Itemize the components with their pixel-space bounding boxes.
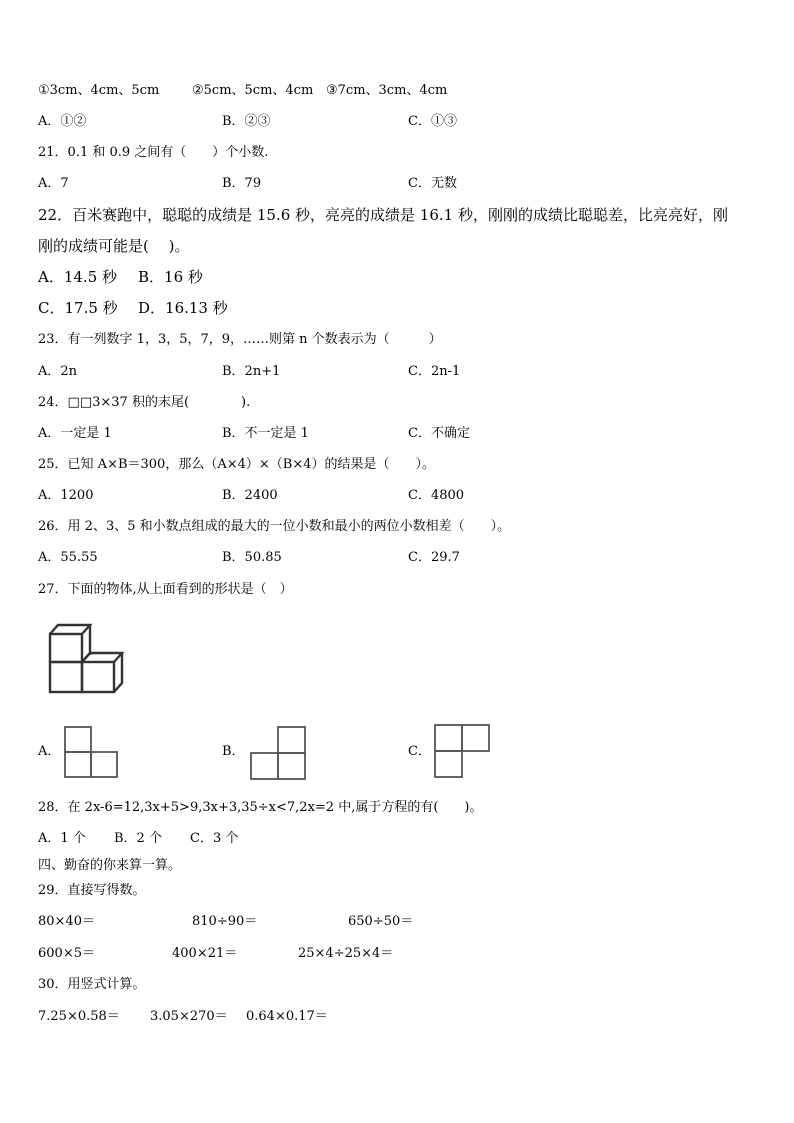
l-shape-b-icon <box>250 726 308 782</box>
q23-stem: 23．有一列数字 1，3，5，7，9，……则第 n 个数表示为（ ） <box>38 332 442 347</box>
q24-choice-c[interactable]: C．不确定 <box>408 426 470 441</box>
q20-option-3: ③7cm、3cm、4cm <box>326 83 448 98</box>
q26-choice-c[interactable]: C．29.7 <box>408 550 460 565</box>
q28-choice-b[interactable]: B．2 个 <box>114 831 162 846</box>
q20-option-2: ②5cm、5cm、4cm <box>192 83 314 98</box>
q26-choice-a[interactable]: A．55.55 <box>38 550 98 565</box>
q25-choice-b[interactable]: B．2400 <box>222 488 278 503</box>
q27-choice-c-figure[interactable] <box>434 724 492 780</box>
q30-item-1: 7.25×0.58＝ <box>38 1009 120 1024</box>
cube-object-figure <box>46 622 136 694</box>
l-shape-c-icon <box>434 724 492 780</box>
q23-choice-a[interactable]: A．2n <box>38 364 78 379</box>
q30-item-3: 0.64×0.17＝ <box>246 1009 328 1024</box>
q27-stem: 27．下面的物体,从上面看到的形状是（ ） <box>38 582 293 597</box>
q29-item-6: 25×4÷25×4＝ <box>298 946 394 961</box>
q25-choice-c[interactable]: C．4800 <box>408 488 465 503</box>
q27-choice-b[interactable]: B． <box>222 744 245 759</box>
q20-choice-a[interactable]: A．①② <box>38 114 87 129</box>
q29-stem: 29．直接写得数。 <box>38 883 146 898</box>
q22-stem-line1: 22．百米赛跑中，聪聪的成绩是 15.6 秒，亮亮的成绩是 16.1 秒，刚刚的成绩比聪聪差，比亮亮好，刚 <box>38 206 728 224</box>
q21-stem: 21．0.1 和 0.9 之间有（ ）个小数. <box>38 145 269 160</box>
q20-choice-c[interactable]: C．①③ <box>408 114 457 129</box>
q29-item-3: 650÷50＝ <box>348 914 414 929</box>
q23-choice-b[interactable]: B．2n+1 <box>222 364 281 379</box>
q22-stem-line2: 刚的成绩可能是( )。 <box>38 237 190 255</box>
q25-choice-a[interactable]: A．1200 <box>38 488 94 503</box>
cube-object-icon <box>46 622 136 694</box>
q27-choice-c[interactable]: C． <box>408 744 431 759</box>
q22-choice-b[interactable]: B．16 秒 <box>138 268 203 286</box>
q27-choice-a[interactable]: A． <box>38 744 61 759</box>
q24-choice-b[interactable]: B．不一定是 1 <box>222 426 309 441</box>
q23-choice-c[interactable]: C．2n-1 <box>408 364 461 379</box>
q21-choice-b[interactable]: B．79 <box>222 176 262 191</box>
q26-stem: 26．用 2、3、5 和小数点组成的最大的一位小数和最小的两位小数相差（ ）。 <box>38 519 511 534</box>
q22-choice-d[interactable]: D．16.13 秒 <box>138 299 228 317</box>
q29-item-2: 810÷90＝ <box>192 914 258 929</box>
q25-stem: 25．已知 A×B＝300，那么（A×4）×（B×4）的结果是（ ）。 <box>38 457 435 472</box>
q22-choice-c[interactable]: C．17.5 秒 <box>38 299 118 317</box>
q29-item-5: 400×21＝ <box>172 946 238 961</box>
q29-item-1: 80×40＝ <box>38 914 95 929</box>
q28-stem: 28．在 2x-6=12,3x+5>9,3x+3,35÷x<7,2x=2 中,属于方程的有( )。 <box>38 800 483 815</box>
q28-choice-a[interactable]: A．1 个 <box>38 831 86 846</box>
q27-choice-b-figure[interactable] <box>250 726 308 782</box>
q30-item-2: 3.05×270＝ <box>150 1009 228 1024</box>
q21-choice-c[interactable]: C．无数 <box>408 176 457 191</box>
q30-stem: 30．用竖式计算。 <box>38 977 146 992</box>
q26-choice-b[interactable]: B．50.85 <box>222 550 282 565</box>
q22-choice-a[interactable]: A．14.5 秒 <box>38 268 117 286</box>
q28-choice-c[interactable]: C．3 个 <box>190 831 239 846</box>
q21-choice-a[interactable]: A．7 <box>38 176 69 191</box>
l-shape-a-icon <box>64 726 120 780</box>
q20-options-line <box>38 82 159 100</box>
q24-choice-a[interactable]: A．一定是 1 <box>38 426 112 441</box>
section-4-title: 四、勤奋的你来算一算。 <box>38 858 182 873</box>
q20-choice-b[interactable]: B．②③ <box>222 114 271 129</box>
q27-choice-a-figure[interactable] <box>64 726 120 780</box>
q24-stem: 24．□□3×37 积的末尾( ). <box>38 395 251 410</box>
q20-option-1: ①3cm、4cm、5cm <box>38 83 160 98</box>
q29-item-4: 600×5＝ <box>38 946 95 961</box>
